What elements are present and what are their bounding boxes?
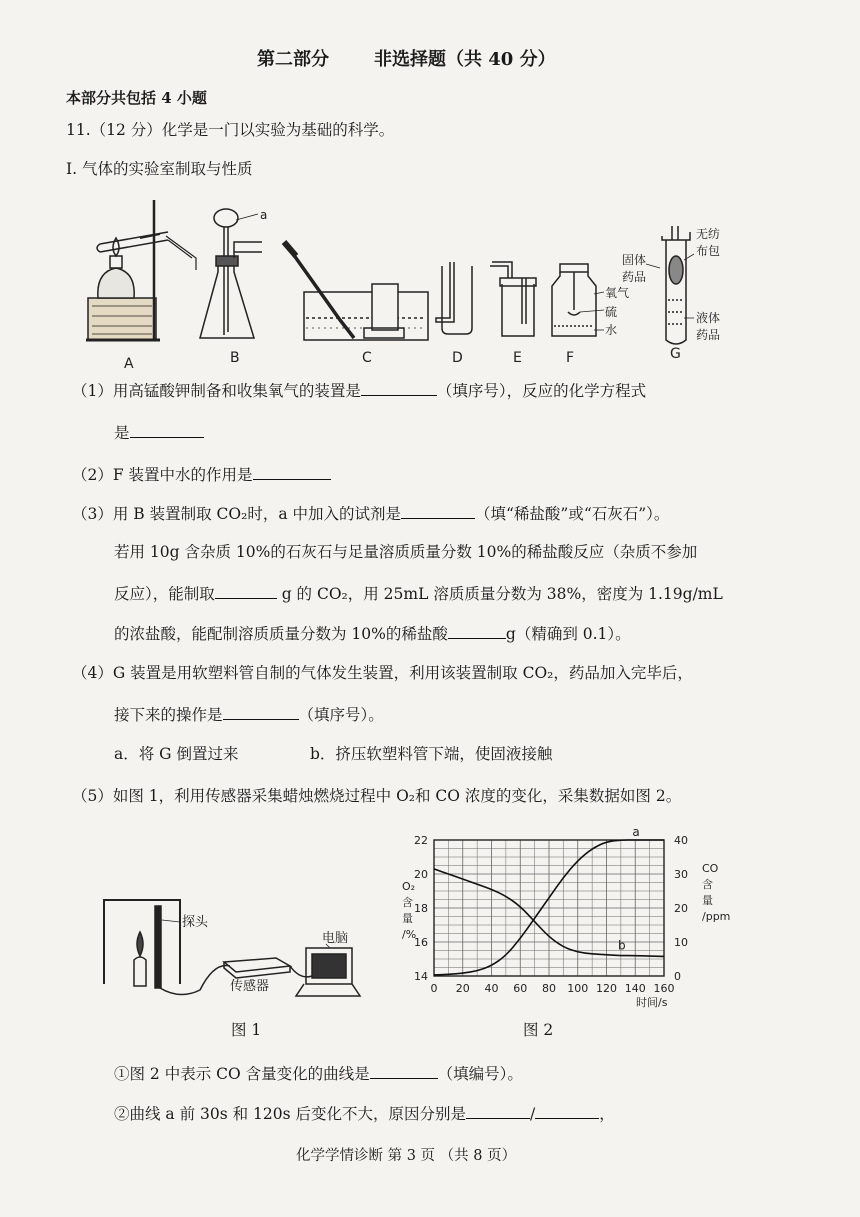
x-tick-label: 140 — [624, 982, 646, 995]
question-3-line3: 反应），能制取 g 的 CO₂，用 25mL 溶质质量分数为 38%，密度为 1.19g/mL — [114, 582, 723, 604]
f-label: 氧气 — [605, 286, 630, 300]
apparatus-label: G — [670, 346, 681, 362]
answer-blank[interactable] — [215, 582, 277, 599]
series-line-b — [434, 869, 664, 957]
part-subtitle: 非选择题（共 40 分） — [374, 49, 556, 70]
g-label: 布包 — [696, 244, 721, 258]
g-label: 无纺 — [696, 227, 721, 241]
x-tick-label: 80 — [542, 982, 556, 995]
series-label-b: b — [618, 938, 626, 953]
funnel-tag: a — [260, 208, 268, 222]
question-3: （3）用 B 装置制取 CO₂时，a 中加入的试剂是 （填“稀盐酸”或“石灰石”）。 — [72, 502, 669, 524]
x-tick-label: 160 — [653, 982, 675, 995]
apparatus-f — [552, 264, 604, 336]
y-left-axis-label: 含 — [402, 896, 413, 909]
apparatus-g — [646, 226, 694, 344]
answer-blank[interactable] — [448, 622, 506, 639]
x-tick-label: 100 — [567, 982, 589, 995]
series-line-a — [434, 840, 664, 975]
y-left-axis-label: /% — [402, 928, 417, 941]
y-right-tick-label: 40 — [674, 834, 688, 847]
g-label: 药品 — [696, 328, 721, 342]
apparatus-label: E — [513, 350, 522, 366]
y-left-tick-label: 22 — [414, 834, 428, 847]
f-label: 水 — [605, 323, 618, 337]
apparatus-a — [86, 200, 196, 340]
section-intro: 本部分共包括 4 小题 — [66, 89, 207, 107]
answer-blank[interactable] — [253, 463, 331, 480]
y-left-axis-label: O₂ — [402, 880, 416, 893]
question-1: （1）用高锰酸钾制备和收集氧气的装置是 （填序号），反应的化学方程式 — [72, 379, 646, 401]
answer-blank[interactable] — [466, 1102, 530, 1119]
apparatus-label: D — [452, 350, 463, 366]
y-right-axis-label: CO — [702, 862, 719, 875]
x-tick-label: 120 — [596, 982, 617, 995]
figure-2-chart — [402, 825, 730, 1009]
y-left-axis-label: 量 — [402, 912, 413, 925]
y-right-axis-label: 量 — [702, 894, 713, 907]
answer-blank[interactable] — [401, 502, 475, 519]
sub-question-2: ②曲线 a 前 30s 和 120s 后变化不大，原因分别是 / ， — [114, 1102, 615, 1124]
x-tick-label: 0 — [430, 982, 438, 995]
computer-label: 电脑 — [322, 931, 349, 946]
answer-blank[interactable] — [535, 1102, 599, 1119]
y-right-tick-label: 30 — [674, 868, 688, 881]
question-number: 11.（12 分）化学是一门以实验为基础的科学。 — [66, 121, 395, 139]
section-heading: I. 气体的实验室制取与性质 — [66, 160, 253, 178]
apparatus-e — [490, 262, 536, 336]
apparatus-label: C — [362, 350, 372, 366]
figure-1 — [104, 900, 360, 996]
answer-blank[interactable] — [223, 703, 299, 720]
sub-question-1: ①图 2 中表示 CO 含量变化的曲线是 （填编号）。 — [114, 1062, 523, 1084]
plot-frame — [434, 840, 664, 976]
g-label: 固体 — [622, 253, 647, 267]
y-right-tick-label: 10 — [674, 936, 688, 949]
option-b: b．挤压软塑料管下端，使固液接触 — [310, 745, 553, 763]
figure-1-caption: 图 1 — [231, 1021, 262, 1039]
apparatus-label: F — [566, 350, 575, 366]
answer-blank[interactable] — [361, 379, 437, 396]
y-left-tick-label: 18 — [414, 902, 428, 915]
answer-blank[interactable] — [370, 1062, 438, 1079]
x-tick-label: 40 — [484, 982, 499, 995]
question-2: （2）F 装置中水的作用是 — [72, 463, 331, 485]
g-label: 药品 — [622, 270, 647, 284]
series-label-a: a — [632, 825, 640, 839]
question-4-line2: 接下来的操作是 （填序号）。 — [114, 703, 384, 725]
y-right-axis-label: 含 — [702, 878, 713, 891]
y-right-tick-label: 0 — [674, 970, 681, 983]
option-a: a．将 G 倒置过来 — [114, 745, 239, 763]
apparatus-label: B — [230, 350, 240, 366]
y-right-axis-label: /ppm — [702, 910, 731, 923]
question-3-line2: 若用 10g 含杂质 10%的石灰石与足量溶质质量分数 10%的稀盐酸反应（杂质不参加 — [114, 543, 698, 561]
apparatus-label: A — [124, 356, 134, 372]
sensor-label: 传感器 — [230, 979, 270, 994]
question-4: （4）G 装置是用软塑料管自制的气体发生装置，利用该装置制取 CO₂，药品加入完毕后， — [72, 664, 693, 682]
y-left-tick-label: 16 — [414, 936, 428, 949]
x-axis-label: 时间/s — [636, 996, 668, 1009]
apparatus-d — [436, 262, 472, 334]
figure-2-caption: 图 2 — [523, 1021, 554, 1039]
apparatus-c — [284, 242, 428, 340]
probe-label: 探头 — [182, 915, 209, 930]
g-label: 液体 — [696, 311, 721, 325]
question-1-cont: 是 — [114, 421, 204, 443]
y-right-tick-label: 20 — [674, 902, 688, 915]
part-title: 第二部分 — [257, 49, 329, 70]
y-left-tick-label: 14 — [414, 970, 428, 983]
apparatus-b — [200, 209, 262, 338]
question-3-line4: 的浓盐酸，能配制溶质质量分数为 10%的稀盐酸 g（精确到 0.1）。 — [114, 622, 631, 644]
x-tick-label: 60 — [513, 982, 528, 995]
answer-blank[interactable] — [130, 421, 204, 438]
f-label: 硫 — [605, 305, 618, 319]
question-5: （5）如图 1，利用传感器采集蜡烛燃烧过程中 O₂和 CO 浓度的变化，采集数据如图 2。 — [72, 787, 682, 805]
x-tick-label: 20 — [455, 982, 470, 995]
page-footer: 化学学情诊断 第 3 页 （共 8 页） — [296, 1148, 517, 1164]
y-left-tick-label: 20 — [414, 868, 428, 881]
